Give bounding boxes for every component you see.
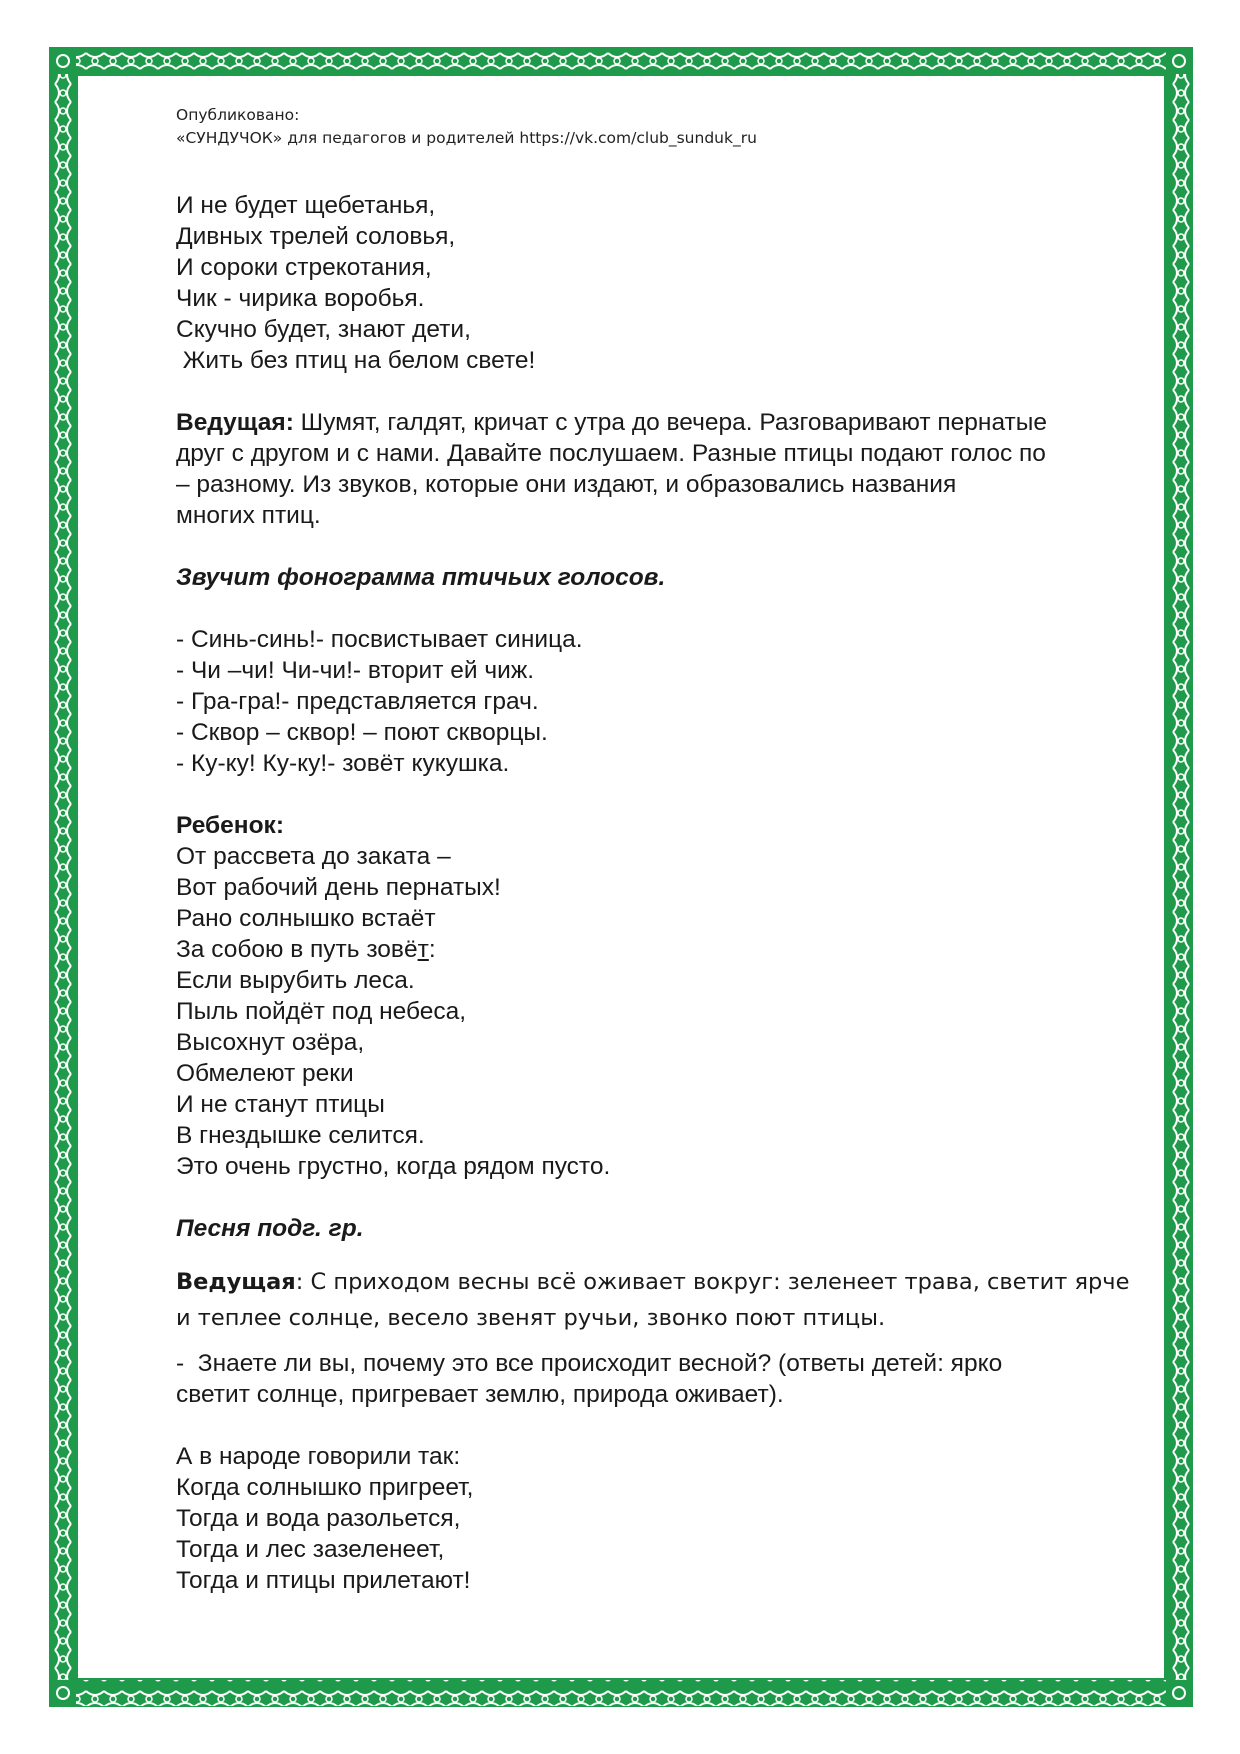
list-item: - Синь-синь!- посвистывает синица. [176,626,583,653]
stage-direction: Звучит фонограмма птичьих голосов. [176,564,666,591]
host-speech-text: : С приходом весны всё оживает вокруг: зеленеет трава, светит ярче [295,1269,1130,1295]
poem-line: Высохнут озёра, [176,1029,365,1056]
poem-line: Скучно будет, знают дети, [176,316,471,343]
poem-line: Жить без птиц на белом свете! [176,347,536,374]
poem-line: Чик - чирика воробья. [176,285,425,312]
list-item: - Сквор – сквор! – поют скворцы. [176,719,548,746]
question-paragraph [176,1348,1156,1410]
poem-line: Дивных трелей соловья, [176,223,456,250]
host-speech-text: – разному. Из звуков, которые они издают, и образовались названия [176,471,957,498]
poem-line: Это очень грустно, когда рядом пусто. [176,1153,611,1180]
host-speech-text: друг с другом и с нами. Давайте послушаем. Разные птицы подают голос по [176,440,1046,467]
list-item: - Чи –чи! Чи-чи!- вторит ей чиж. [176,657,535,684]
poem-line: Тогда и лес зазеленеет, [176,1536,445,1563]
folk-saying [176,1441,1156,1596]
host-speech-1 [176,407,1156,531]
publication-header [176,104,757,150]
bird-voices-list [176,624,1156,779]
publisher-info: «СУНДУЧОК» для педагогов и родителей https://vk.com/club_sunduk_ru [176,129,757,147]
host-speech-text: Шумят, галдят, кричат с утра до вечера. Разговаривают пернатые [293,409,1047,436]
poem-line: И не будет щебетанья, [176,192,436,219]
poem-line: Если вырубить леса. [176,967,415,994]
speaker-label-host: Ведущая: [176,409,294,436]
poem-line: От рассвета до заката – [176,843,451,870]
document-body [176,190,1156,1596]
poem-stanza-1 [176,190,1156,376]
poem-line: И не станут птицы [176,1091,385,1118]
poem-line: Рано солнышко встаёт [176,905,436,932]
speaker-label-host: Ведущая [176,1269,296,1295]
list-item: - Ку-ку! Ку-ку!- зовёт кукушка. [176,750,510,777]
poem-line: Тогда и птицы прилетают! [176,1567,471,1594]
poem-line: В гнездышке селится. [176,1122,425,1149]
poem-line: Обмелеют реки [176,1060,354,1087]
question-text: светит солнце, пригревает землю, природа оживает). [176,1381,784,1408]
poem-line: Пыль пойдёт под небеса, [176,998,467,1025]
host-speech-text: и теплее солнце, весело звенят ручьи, звонко поют птицы. [176,1305,886,1331]
list-item: - Гра-гра!- представляется грач. [176,688,539,715]
published-label: Опубликовано: [176,106,300,124]
poem-line: Вот рабочий день пернатых! [176,874,501,901]
speaker-label-child: Ребенок: [176,812,284,839]
host-speech-2 [176,1264,1156,1336]
poem-line: И сороки стрекотания, [176,254,432,281]
poem-line: А в народе говорили так: [176,1443,461,1470]
question-text: - Знаете ли вы, почему это все происходит весной? (ответы детей: ярко [176,1350,1003,1377]
poem-line: За собою в путь зовёт: [176,936,436,963]
stage-direction-song: Песня подг. гр. [176,1215,364,1242]
child-poem [176,810,1156,1182]
host-speech-text: многих птиц. [176,502,321,529]
poem-line: Когда солнышко пригреет, [176,1474,474,1501]
poem-line: Тогда и вода разольется, [176,1505,461,1532]
